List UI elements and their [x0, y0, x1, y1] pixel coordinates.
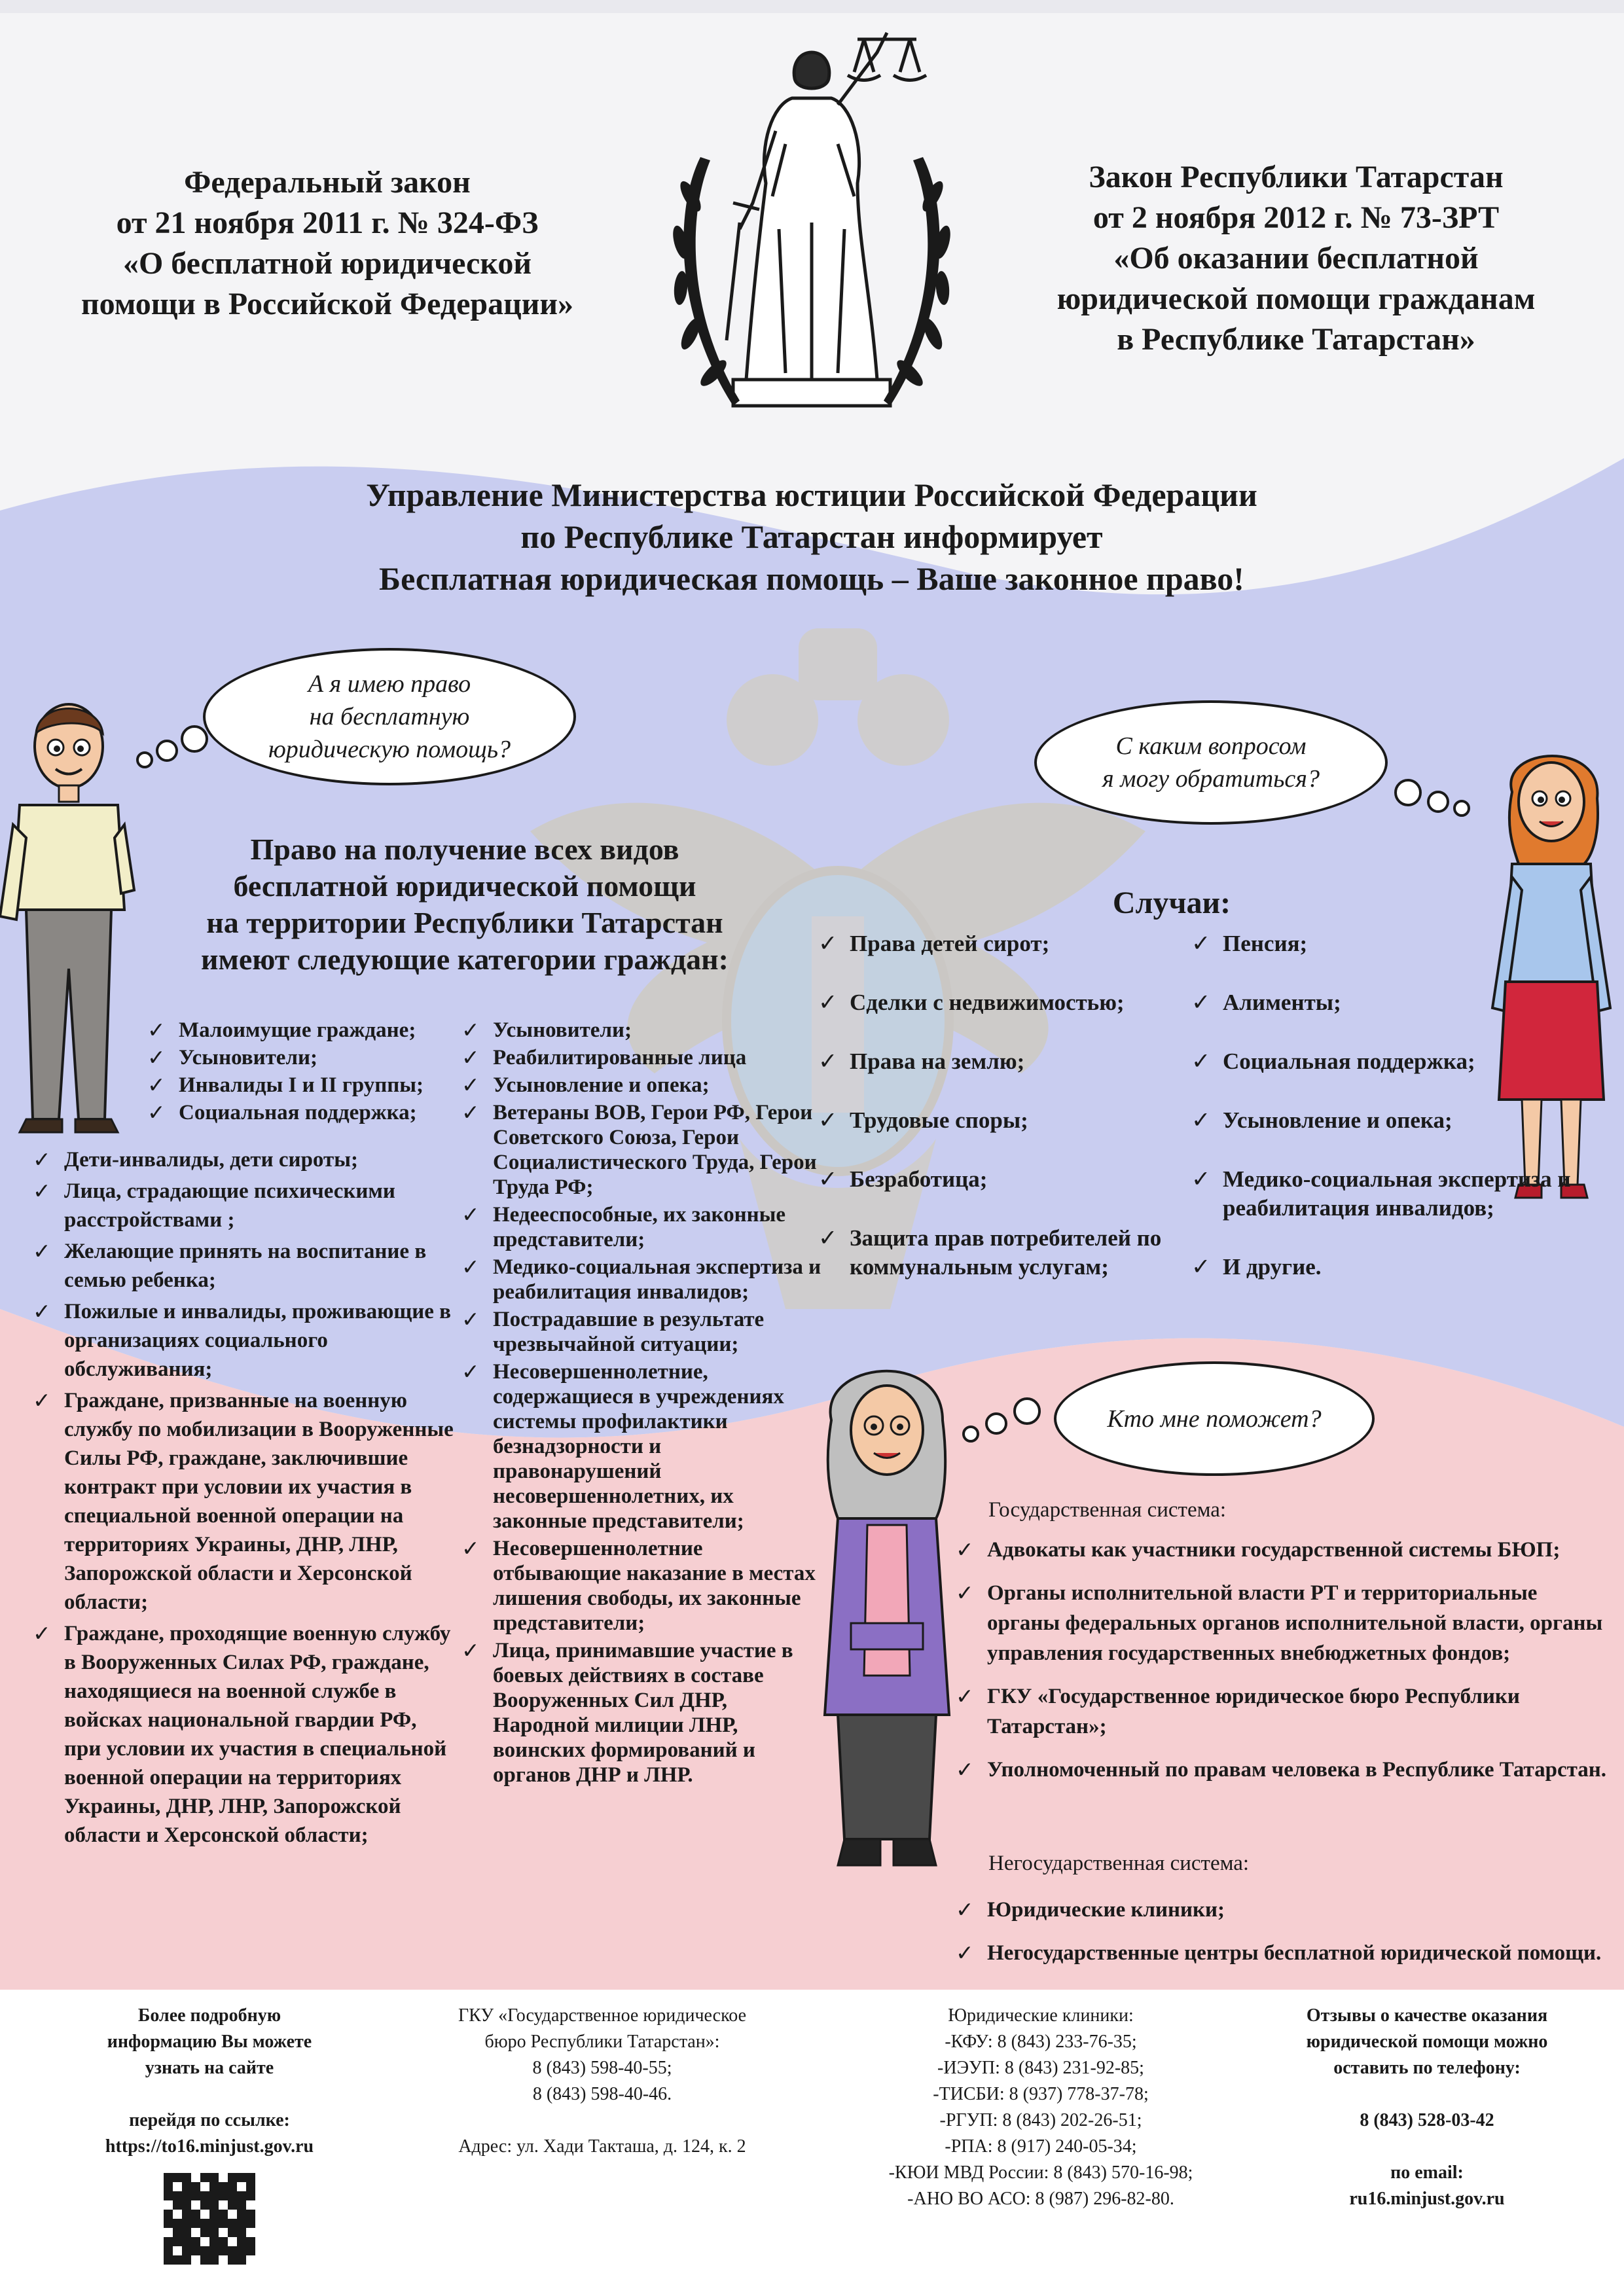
list-item: ✓ Лица, страдающие психическими расстройствами ;	[33, 1177, 458, 1234]
tatarstan-law-line: в Республике Татарстан»	[1117, 322, 1475, 357]
nonstate-system-title: Негосударственная система:	[988, 1852, 1250, 1875]
list-item: ✓ Органы исполнительной власти РТ и территориальные органы федеральных органов исполнительной власти, органы управления государственных внебюджетных фондов;	[956, 1578, 1610, 1668]
bubble-line: на бесплатную	[309, 703, 470, 730]
list-item: ✓ Лица, принимавшие участие в боевых действиях в составе Вооруженных Сил ДНР, Народной милиции ЛНР, воинских формирований и органов ДНР и ЛНР.	[461, 1638, 828, 1787]
thought-dot	[1394, 779, 1422, 806]
state-system-title: Государственная система:	[988, 1498, 1227, 1522]
footer-text: ГКУ «Государственное юридическое	[458, 2005, 747, 2026]
list-item: ✓ Защита прав потребителей по коммунальным услугам;	[818, 1224, 1185, 1282]
site-link[interactable]: https://to16.minjust.gov.ru	[105, 2136, 314, 2157]
federal-law-line: от 21 ноября 2011 г. № 324-ФЗ	[116, 206, 539, 240]
thought-dot	[1427, 791, 1449, 813]
footer-text: перейдя по ссылке:	[129, 2110, 290, 2130]
footer-text: юридической помощи можно	[1306, 2032, 1548, 2052]
rights-title-line: на территории Республики Татарстан	[206, 906, 723, 939]
thought-dot	[181, 725, 208, 753]
list-item: ✓ Социальная поддержка;	[1191, 1047, 1571, 1076]
tatarstan-law-title	[982, 157, 1610, 360]
thought-dot	[136, 751, 153, 768]
list-item: ✓ Медико-социальная экспертиза и реабилитация инвалидов;	[461, 1255, 828, 1304]
rights-list-top	[147, 1018, 461, 1128]
list-item: ✓ Граждане, проходящие военную службу в Вооруженных Силах РФ, граждане, находящиеся на военной службе в войсках национальной гвардии РФ, при условии их участия в специальной военной операции на территориях Украины, ДНР, ЛНР, Запорожской области и Херсонской области;	[33, 1619, 458, 1850]
list-item: ✓ Реабилитированные лица	[461, 1045, 828, 1070]
list-item: ✓ Юридические клиники;	[956, 1895, 1610, 1925]
list-item: ✓ Сделки с недвижимостью;	[818, 988, 1185, 1017]
footer-text: узнать на сайте	[145, 2058, 274, 2078]
rights-title-line: имеют следующие категории граждан:	[201, 942, 729, 976]
list-item: ✓ Пенсия;	[1191, 929, 1571, 958]
list-item: ✓ Несовершеннолетние, содержащиеся в учреждениях системы профилактики безнадзорности и правонарушений несовершеннолетних, их законные представители;	[461, 1359, 828, 1534]
footer-text: по email:	[1390, 2162, 1464, 2183]
footer-text: Более подробную	[137, 2005, 281, 2026]
footer-phone: -ИЭУП: 8 (843) 231-92-85;	[937, 2058, 1144, 2078]
list-item: ✓ Малоимущие граждане;	[147, 1018, 461, 1043]
list-item: ✓ Права детей сирот;	[818, 929, 1185, 958]
list-item: ✓ Пожилые и инвалиды, проживающие в организациях социального обслуживания;	[33, 1297, 458, 1384]
list-item: ✓ Усыновление и опека;	[461, 1073, 828, 1098]
list-item: ✓ ГКУ «Государственное юридическое бюро Республики Татарстан»;	[956, 1681, 1610, 1742]
rights-title	[151, 831, 779, 978]
federal-law-line: помощи в Российской Федерации»	[81, 287, 574, 321]
footer-clinics-info	[844, 2003, 1237, 2212]
list-item: ✓ Усыновители;	[147, 1045, 461, 1070]
list-item: ✓ Недееспособные, их законные представители;	[461, 1202, 828, 1252]
list-item: ✓ Граждане, призванные на военную службу по мобилизации в Вооруженные Силы РФ, граждане, заключившие контракт при условии их участия в специальной военной операции на территориях Украины, ДНР, ЛНР, Запорожской области и Херсонской области;	[33, 1386, 458, 1617]
footer-text: оставить по телефону:	[1333, 2058, 1521, 2078]
elderly-woman-illustration	[812, 1348, 962, 1892]
thought-dot	[1013, 1397, 1041, 1425]
headline-line: по Республике Татарстан информирует	[520, 518, 1103, 555]
state-system-list	[956, 1535, 1610, 1798]
list-item: ✓ Дети-инвалиды, дети сироты;	[33, 1145, 458, 1174]
list-item: ✓ Ветераны ВОВ, Герои РФ, Герои Советского Союза, Герои Социалистического Труда, Герои Труда РФ;	[461, 1100, 828, 1200]
cases-title: Случаи:	[1112, 886, 1231, 920]
footer-text: Юридические клиники:	[948, 2005, 1134, 2026]
list-item: ✓ Уполномоченный по правам человека в Республике Татарстан.	[956, 1755, 1610, 1785]
footer-text: информацию Вы можете	[107, 2032, 312, 2052]
rights-title-line: бесплатной юридической помощи	[233, 869, 696, 903]
thought-dot	[156, 740, 178, 762]
list-item: ✓ Алименты;	[1191, 988, 1571, 1017]
federal-law-title	[13, 162, 641, 325]
footer-address: Адрес: ул. Хади Такташа, д. 124, к. 2	[458, 2136, 746, 2157]
bubble-line: юридическую помощь?	[268, 736, 511, 763]
footer-phone: -РПА: 8 (917) 240-05-34;	[945, 2136, 1137, 2157]
cases-list-1	[818, 929, 1185, 1312]
speech-bubble-bottom	[1054, 1361, 1375, 1476]
list-item: ✓ Усыновление и опека;	[1191, 1106, 1571, 1135]
page-headline	[131, 474, 1492, 600]
footer-phone: -ТИСБИ: 8 (937) 778-37-78;	[933, 2084, 1149, 2104]
speech-bubble-left	[203, 648, 576, 785]
list-item: ✓ Социальная поддержка;	[147, 1100, 461, 1125]
speech-bubble-right	[1034, 700, 1388, 825]
list-item: ✓ Адвокаты как участники государственной системы БЮП;	[956, 1535, 1610, 1565]
cases-list-2	[1191, 929, 1571, 1312]
footer-site-info	[79, 2003, 340, 2265]
footer-phone: 8 (843) 528-03-42	[1360, 2110, 1494, 2130]
list-item: ✓ Медико-социальная экспертиза и реабилитация инвалидов;	[1191, 1165, 1571, 1223]
footer-phone: -КЮИ МВД России: 8 (843) 570-16-98;	[888, 2162, 1193, 2183]
footer-phone: -АНО ВО АСО: 8 (987) 296-82-80.	[907, 2189, 1174, 2209]
laurel-wreath-icon	[661, 144, 962, 419]
federal-law-line: Федеральный закон	[184, 165, 471, 200]
rights-title-line: Право на получение всех видов	[250, 833, 679, 866]
footer-phone: -КФУ: 8 (843) 233-76-35;	[945, 2032, 1137, 2052]
bubble-line: я могу обратиться?	[1102, 765, 1320, 793]
man-illustration	[0, 694, 137, 1139]
footer-phone: 8 (843) 598-40-55;	[532, 2058, 672, 2078]
list-item: ✓ Безработица;	[818, 1165, 1185, 1194]
email-link[interactable]: ru16.minjust.gov.ru	[1349, 2189, 1505, 2209]
list-item: ✓ Негосударственные центры бесплатной юридической помощи.	[956, 1938, 1610, 1968]
tatarstan-law-line: от 2 ноября 2012 г. № 73-ЗРТ	[1092, 200, 1500, 235]
footer-bureau-info	[419, 2003, 785, 2160]
footer-text: бюро Республики Татарстан»:	[484, 2032, 720, 2052]
nonstate-system-list	[956, 1895, 1610, 1981]
rights-list-a	[33, 1145, 458, 1852]
footer-text: Отзывы о качестве оказания	[1306, 2005, 1548, 2026]
thought-dot	[962, 1426, 979, 1443]
bubble-line: А я имею право	[308, 670, 471, 698]
headline-line: Бесплатная юридическая помощь – Ваше законное право!	[379, 560, 1244, 597]
tatarstan-law-line: юридической помощи гражданам	[1056, 281, 1536, 316]
footer	[0, 1990, 1624, 2296]
list-item: ✓ Усыновители;	[461, 1018, 828, 1043]
qr-code-icon[interactable]	[164, 2173, 255, 2265]
thought-dot	[985, 1412, 1007, 1435]
tatarstan-law-line: «Об оказании бесплатной	[1113, 241, 1479, 276]
federal-law-line: «О бесплатной юридической	[122, 246, 532, 281]
list-item: ✓ Трудовые споры;	[818, 1106, 1185, 1135]
list-item: ✓ Желающие принять на воспитание в семью ребенка;	[33, 1237, 458, 1295]
tatarstan-law-line: Закон Республики Татарстан	[1089, 160, 1504, 194]
bubble-line: Кто мне поможет?	[1107, 1405, 1322, 1433]
list-item: ✓ Инвалиды I и II группы;	[147, 1073, 461, 1098]
headline-line: Управление Министерства юстиции Российской Федерации	[366, 476, 1257, 513]
list-item: ✓ Несовершеннолетние отбывающие наказание в местах лишения свободы, их законные представители;	[461, 1536, 828, 1636]
footer-feedback-info	[1257, 2003, 1597, 2212]
rights-list-b	[461, 1018, 828, 1790]
thought-dot	[1453, 800, 1470, 817]
footer-phone: 8 (843) 598-40-46.	[532, 2084, 672, 2104]
list-item: ✓ Пострадавшие в результате чрезвычайной ситуации;	[461, 1307, 828, 1357]
list-item: ✓ И другие.	[1191, 1253, 1571, 1282]
bubble-line: С каким вопросом	[1115, 732, 1307, 760]
footer-phone: -РГУП: 8 (843) 202-26-51;	[939, 2110, 1142, 2130]
list-item: ✓ Права на землю;	[818, 1047, 1185, 1076]
